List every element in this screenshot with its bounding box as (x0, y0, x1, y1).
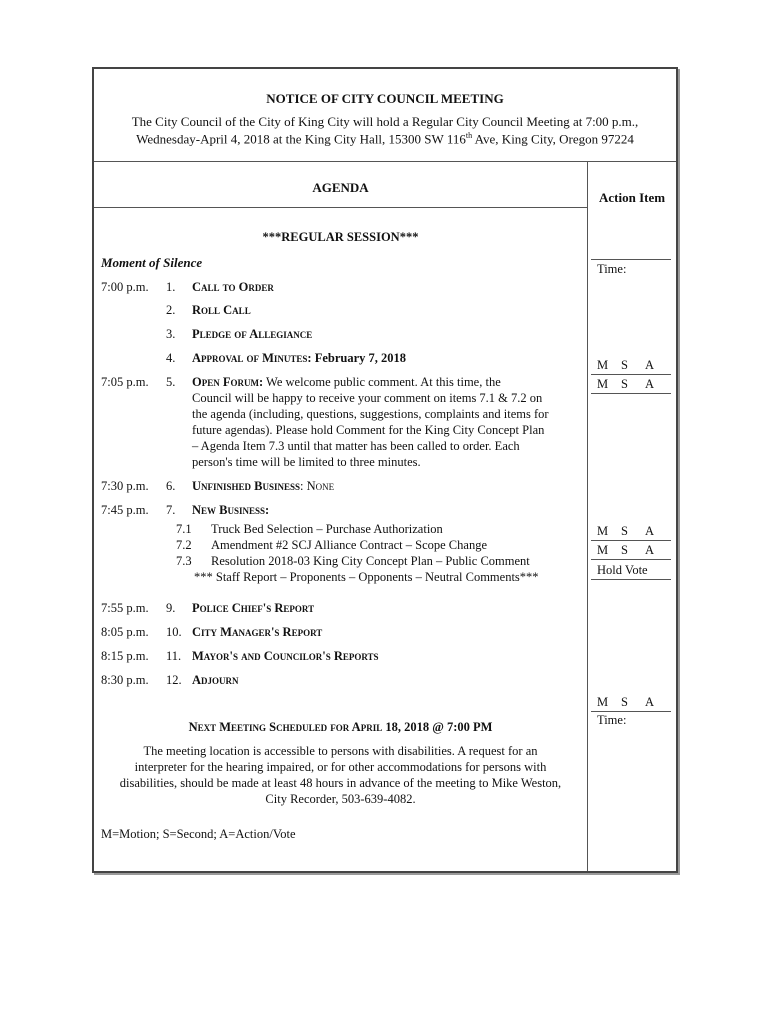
sub-item-number: 7.3 (176, 554, 192, 568)
item-number: 10. (166, 625, 182, 639)
action-item-title: Action Item (599, 190, 666, 205)
open-forum-line: Council will be happy to receive your comment on items 7.1 & 7.2 on (192, 391, 543, 405)
sub-item-number: 7.1 (176, 522, 192, 536)
action-rule (591, 540, 671, 541)
sub-item-amendment: Amendment #2 SCJ Alliance Contract – Scope Change (211, 538, 487, 552)
accessibility-line: interpreter for the hearing impaired, or for other accommodations for persons with (134, 760, 547, 774)
item-time: 7:30 p.m. (101, 479, 149, 493)
item-time: 7:00 p.m. (101, 280, 149, 294)
action-rule (591, 559, 671, 560)
header-line-2: Wednesday-April 4, 2018 at the King City Hall, 15300 SW 116th Ave, King City, Oregon 97224 (136, 131, 634, 147)
item-unfinished-business: Unfinished Business: None (192, 479, 335, 493)
agenda-title: AGENDA (312, 180, 369, 195)
item-police-chief-report: Police Chief's Report (192, 601, 315, 615)
action-rule (591, 393, 671, 394)
item-number: 6. (166, 479, 176, 493)
action-msa-adjourn: M S A (597, 695, 655, 709)
action-time-label: Time: (597, 713, 627, 727)
item-city-manager-report: City Manager's Report (192, 625, 323, 639)
item-new-business: New Business: (192, 503, 270, 517)
item-number: 11. (166, 649, 182, 663)
item-number: 12. (166, 673, 182, 687)
item-number: 4. (166, 351, 176, 365)
item-mayor-councilor-reports: Mayor's and Councilor's Reports (192, 649, 379, 663)
open-forum-line: the agenda (including, questions, suggestions, complaints and items for (192, 407, 549, 421)
sub-item-note: *** Staff Report – Proponents – Opponents – Neutral Comments*** (194, 570, 539, 584)
agenda-frame (92, 67, 678, 873)
item-time: 7:55 p.m. (101, 601, 149, 615)
action-msa-7-1: M S A (597, 524, 655, 538)
action-column-divider (587, 161, 588, 871)
item-open-forum: Open Forum: We welcome public comment. At this time, the (192, 375, 501, 389)
sub-item-truck-bed: Truck Bed Selection – Purchase Authorization (211, 522, 443, 536)
item-time: 8:30 p.m. (101, 673, 149, 687)
accessibility-line: The meeting location is accessible to persons with disabilities. A request for an (143, 744, 538, 758)
item-time: 7:05 p.m. (101, 375, 149, 389)
action-msa-minutes: M S A (597, 358, 655, 372)
item-time: 8:05 p.m. (101, 625, 149, 639)
next-meeting: Next Meeting Scheduled for April 18, 2018 @ 7:00 PM (188, 720, 493, 734)
notice-title: NOTICE OF CITY COUNCIL MEETING (266, 91, 504, 106)
item-time: 8:15 p.m. (101, 649, 149, 663)
accessibility-line: disabilities, should be made at least 48 hours in advance of the meeting to Mike Weston, (119, 776, 562, 790)
item-call-to-order: Call to Order (192, 280, 274, 294)
header-line-1: The City Council of the City of King City will hold a Regular City Council Meeting at 7:00 p.m., (131, 114, 639, 129)
item-number: 7. (166, 503, 176, 517)
action-msa-7-2: M S A (597, 543, 655, 557)
action-header-rule (591, 259, 671, 260)
action-rule (591, 374, 671, 375)
action-hold-vote: Hold Vote (597, 563, 648, 577)
agenda-divider (94, 207, 587, 208)
sub-item-number: 7.2 (176, 538, 192, 552)
item-number: 9. (166, 601, 176, 615)
item-number: 3. (166, 327, 176, 341)
action-rule (591, 711, 671, 712)
item-time: 7:45 p.m. (101, 503, 149, 517)
legend: M=Motion; S=Second; A=Action/Vote (101, 827, 296, 841)
item-number: 1. (166, 280, 176, 294)
item-pledge: Pledge of Allegiance (192, 327, 313, 341)
session-title: ***REGULAR SESSION*** (262, 230, 419, 244)
item-number: 5. (166, 375, 176, 389)
open-forum-line: future agendas). Please hold Comment for the King City Concept Plan (192, 423, 545, 437)
moment-of-silence: Moment of Silence (101, 255, 203, 270)
action-msa-open-forum: M S A (597, 377, 655, 391)
header-divider (94, 161, 676, 162)
open-forum-line: person's time will be limited to three minutes. (192, 455, 421, 469)
sub-item-resolution: Resolution 2018-03 King City Concept Plan – Public Comment (211, 554, 530, 568)
open-forum-line: – Agenda Item 7.3 until that matter has been called to order. Each (192, 439, 520, 453)
action-rule (591, 579, 671, 580)
item-roll-call: Roll Call (192, 303, 251, 317)
item-adjourn: Adjourn (192, 673, 239, 687)
accessibility-line: City Recorder, 503-639-4082. (265, 792, 416, 806)
action-time-label: Time: (597, 262, 627, 276)
item-approval-of-minutes: Approval of Minutes: February 7, 2018 (192, 351, 407, 365)
item-number: 2. (166, 303, 176, 317)
